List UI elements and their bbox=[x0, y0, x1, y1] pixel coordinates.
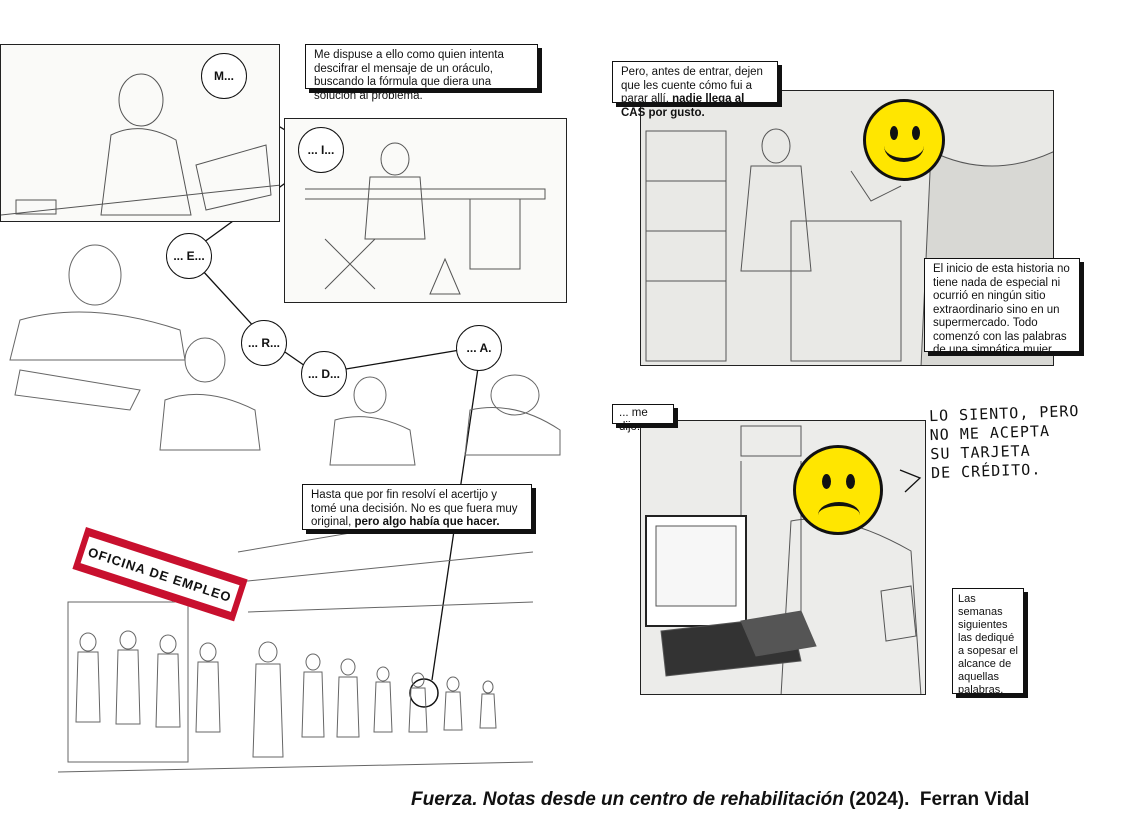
letter-bubble-d: ... D... bbox=[301, 351, 347, 397]
letter-bubble-r: ... R... bbox=[241, 320, 287, 366]
credit-title: Fuerza. Notas desde un centro de rehabilitación bbox=[411, 789, 844, 810]
caption-me-dijo: ... me dijo: bbox=[612, 404, 674, 424]
credit-author: Ferran Vidal bbox=[919, 789, 1030, 810]
speech-text: LO SIENTO, PERO NO ME ACEPTA SU TARJETA DE CRÉDITO. bbox=[928, 401, 1080, 483]
sign-text: OFICINA DE EMPLEO bbox=[86, 543, 234, 605]
caption-beginning: El inicio de esta historia no tiene nada de especial ni ocurrió en ningún sitio extraordinario sino en un supermercado. Todo comenzó con las palabras de una simpática mujer... bbox=[924, 258, 1080, 352]
caption-weeks: Las semanas siguientes las dediqué a sopesar el alcance de aquellas palabras. bbox=[952, 588, 1024, 694]
letter-bubble-a: ... A. bbox=[456, 325, 502, 371]
letter-bubble-m: M... bbox=[201, 53, 247, 99]
caption-oracle: Me dispuse a ello como quien intenta descifrar el mensaje de un oráculo, buscando la fórmula que diera una solución al problema. bbox=[305, 44, 538, 89]
letter-bubble-e: ... E... bbox=[166, 233, 212, 279]
caption-before: Pero, antes de entrar, dejen que les cuente cómo fui a parar allí, nadie llega al CAS por gusto. bbox=[612, 61, 778, 103]
letter-bubble-i: ... I... bbox=[298, 127, 344, 173]
caption-decision: Hasta que por fin resolví el acertijo y tomé una decisión. No es que fuera muy original, pero algo había que hacer. bbox=[302, 484, 532, 530]
credit-year: (2024). bbox=[843, 789, 910, 810]
book-credit bbox=[411, 789, 1029, 811]
